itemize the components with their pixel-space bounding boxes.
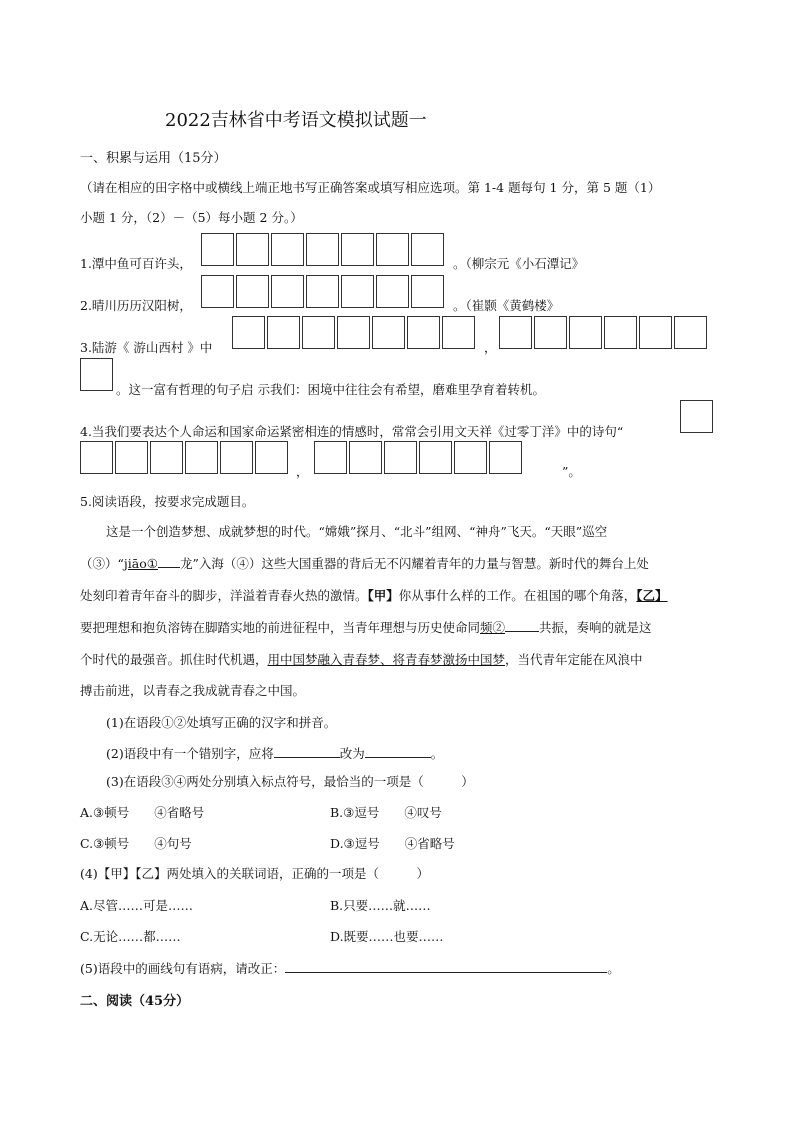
passage-text: 共振，奏响的就是这 <box>539 620 652 635</box>
answer-box[interactable] <box>376 233 409 266</box>
fill-blank-2[interactable] <box>505 619 539 632</box>
answer-box[interactable] <box>302 316 335 349</box>
q1-suffix: 。（柳宗元《小石潭记》 <box>453 256 585 271</box>
instruction-line-1: （请在相应的田字格中或横线上端正地书写正确答案或填写相应选项。第 1-4 题每句 1 分，第 5 题（1） <box>80 180 661 195</box>
option-4b[interactable]: B.只要……就…… <box>330 898 431 913</box>
answer-box[interactable] <box>341 233 374 266</box>
passage-line-6: 搏击前进，以青春之我成就青春之中国。 <box>80 683 306 698</box>
answer-box[interactable] <box>604 316 637 349</box>
sub-question-2-text: (2)语段中有一个错别字，应将 <box>106 746 274 761</box>
section2-heading: 二、阅读（45分） <box>80 994 190 1009</box>
marker-yi: 【乙】 <box>636 588 668 603</box>
answer-box[interactable] <box>80 441 113 474</box>
correct-char-blank[interactable] <box>365 745 431 758</box>
answer-box[interactable] <box>489 441 522 474</box>
answer-box[interactable] <box>639 316 672 349</box>
passage-text: 要把理想和抱负溶铸在脚踏实地的前进征程中，当青年理想与历史使命同 <box>80 620 481 635</box>
sub-question-2 <box>106 744 443 762</box>
q2-prefix: 2.晴川历历汉阳树， <box>80 298 192 313</box>
q4-comma: ， <box>296 464 309 479</box>
answer-box[interactable] <box>349 441 382 474</box>
answer-box[interactable] <box>384 441 417 474</box>
sub-question-1: (1)在语段①②处填写正确的汉字和拼音。 <box>106 715 337 730</box>
passage-line-2 <box>80 554 649 572</box>
answer-box[interactable] <box>115 441 148 474</box>
passage-line-5 <box>80 650 643 668</box>
answer-box[interactable] <box>232 316 265 349</box>
answer-box[interactable] <box>267 316 300 349</box>
answer-box[interactable] <box>442 316 475 349</box>
wrong-char-blank[interactable] <box>274 745 340 758</box>
q3-answer-grid-a[interactable] <box>232 316 475 349</box>
q3-answer-grid-b[interactable] <box>499 316 707 349</box>
answer-box[interactable] <box>271 275 304 308</box>
sub-question-5 <box>80 959 620 977</box>
q3-answer-grid-c[interactable] <box>80 358 113 391</box>
answer-box[interactable] <box>306 275 339 308</box>
answer-box[interactable] <box>150 441 183 474</box>
answer-box[interactable] <box>314 441 347 474</box>
answer-box[interactable] <box>271 233 304 266</box>
sub-question-4: (4)【甲】【乙】两处填入的关联词语，正确的一项是（ ） <box>80 866 429 881</box>
answer-box[interactable] <box>674 316 707 349</box>
answer-box[interactable] <box>236 275 269 308</box>
q3-comma: ， <box>484 340 497 355</box>
answer-box[interactable] <box>201 275 234 308</box>
answer-box[interactable] <box>236 233 269 266</box>
answer-box[interactable] <box>220 441 253 474</box>
passage-text: 龙”入海（④）这些大国重器的背后无不闪耀着青年的力量与智慧。新时代的舞台上处 <box>179 556 649 571</box>
q1-prefix: 1.潭中鱼可百许头， <box>80 256 192 271</box>
underlined-sentence: 用中国梦融入青春梦、将青春梦激扬中国梦 <box>267 652 506 667</box>
sub-question-3: (3)在语段③④两处分别填入标点符号，最恰当的一项是（ ） <box>106 774 474 789</box>
answer-box[interactable] <box>376 275 409 308</box>
answer-box[interactable] <box>185 441 218 474</box>
q4-end: ”。 <box>562 464 581 479</box>
q3-tail: 。这一富有哲理的句子启 示我们：困境中往往会有希望，磨难里孕育着转机。 <box>116 382 545 397</box>
answer-box[interactable] <box>534 316 567 349</box>
passage-text: ，当代青年定能在风浪中 <box>505 652 643 667</box>
passage-text: （③）“ <box>80 556 124 571</box>
option-4a[interactable]: A.尽管……可是…… <box>80 898 194 913</box>
sub-question-5-text: 。 <box>607 961 620 976</box>
answer-box[interactable] <box>680 400 713 433</box>
q1-answer-grid[interactable] <box>201 233 444 266</box>
q3-prefix: 3.陆游《 游山西村 》中 <box>80 340 213 355</box>
option-3b[interactable]: B.③逗号 ④叹号 <box>330 805 442 820</box>
answer-box[interactable] <box>499 316 532 349</box>
answer-box[interactable] <box>569 316 602 349</box>
answer-box[interactable] <box>337 316 370 349</box>
answer-box[interactable] <box>372 316 405 349</box>
q4-answer-grid-c[interactable] <box>314 441 522 474</box>
answer-box[interactable] <box>306 233 339 266</box>
option-4d[interactable]: D.既要……也要…… <box>330 929 444 944</box>
passage-text: 你从事什么样的工作。在祖国的哪个角落， <box>398 588 637 603</box>
sub-question-2-text: 。 <box>430 746 444 761</box>
answer-box[interactable] <box>411 275 444 308</box>
instruction-line-2: 小题 1 分，（2）－（5）每小题 2 分。） <box>80 210 303 225</box>
answer-box[interactable] <box>407 316 440 349</box>
section1-heading: 一、积累与运用（15分） <box>80 151 227 166</box>
answer-box[interactable] <box>255 441 288 474</box>
pinyin-blank-1: jiāo① <box>123 556 158 571</box>
marker-jia: 【甲】 <box>367 588 399 603</box>
q2-suffix: 。（崔颢《黄鹤楼》 <box>453 298 560 313</box>
sub-question-5-text: (5)语段中的画线句有语病，请改正： <box>80 961 286 976</box>
q4-prefix: 4.当我们要表达个人命运和国家命运紧密相连的情感时，常常会引用文天祥《过零丁洋》中的诗句“ <box>80 424 624 439</box>
answer-box[interactable] <box>201 233 234 266</box>
option-4c[interactable]: C.无论……都…… <box>80 929 181 944</box>
q4-answer-grid-a[interactable] <box>680 400 713 433</box>
correction-blank[interactable] <box>285 960 607 973</box>
option-3d[interactable]: D.③逗号 ④省略号 <box>330 836 455 851</box>
option-3a[interactable]: A.③顿号 ④省略号 <box>80 805 205 820</box>
q4-answer-grid-b[interactable] <box>80 441 288 474</box>
q2-answer-grid[interactable] <box>201 275 444 308</box>
answer-box[interactable] <box>341 275 374 308</box>
option-3c[interactable]: C.③顿号 ④句号 <box>80 836 192 851</box>
char-blank-2: 频② <box>480 620 506 635</box>
fill-blank-1[interactable] <box>158 555 180 568</box>
passage-line-1: 这是一个创造梦想、成就梦想的时代。“嫦娥”探月、“北斗”组网、“神舟”飞天。“天眼”巡空 <box>106 524 608 539</box>
answer-box[interactable] <box>411 233 444 266</box>
passage-line-4 <box>80 618 652 636</box>
answer-box[interactable] <box>80 358 113 391</box>
answer-box[interactable] <box>454 441 487 474</box>
passage-text: 个时代的最强音。抓住时代机遇， <box>80 652 268 667</box>
q5-heading: 5.阅读语段，按要求完成题目。 <box>80 494 255 509</box>
passage-text: 处刻印着青年奋斗的脚步，洋溢着青春火热的激情。 <box>80 588 368 603</box>
answer-box[interactable] <box>419 441 452 474</box>
passage-line-3 <box>80 586 668 604</box>
sub-question-2-text: 改为 <box>339 746 365 761</box>
page-title: 2022吉林省中考语文模拟试题一 <box>165 110 427 131</box>
